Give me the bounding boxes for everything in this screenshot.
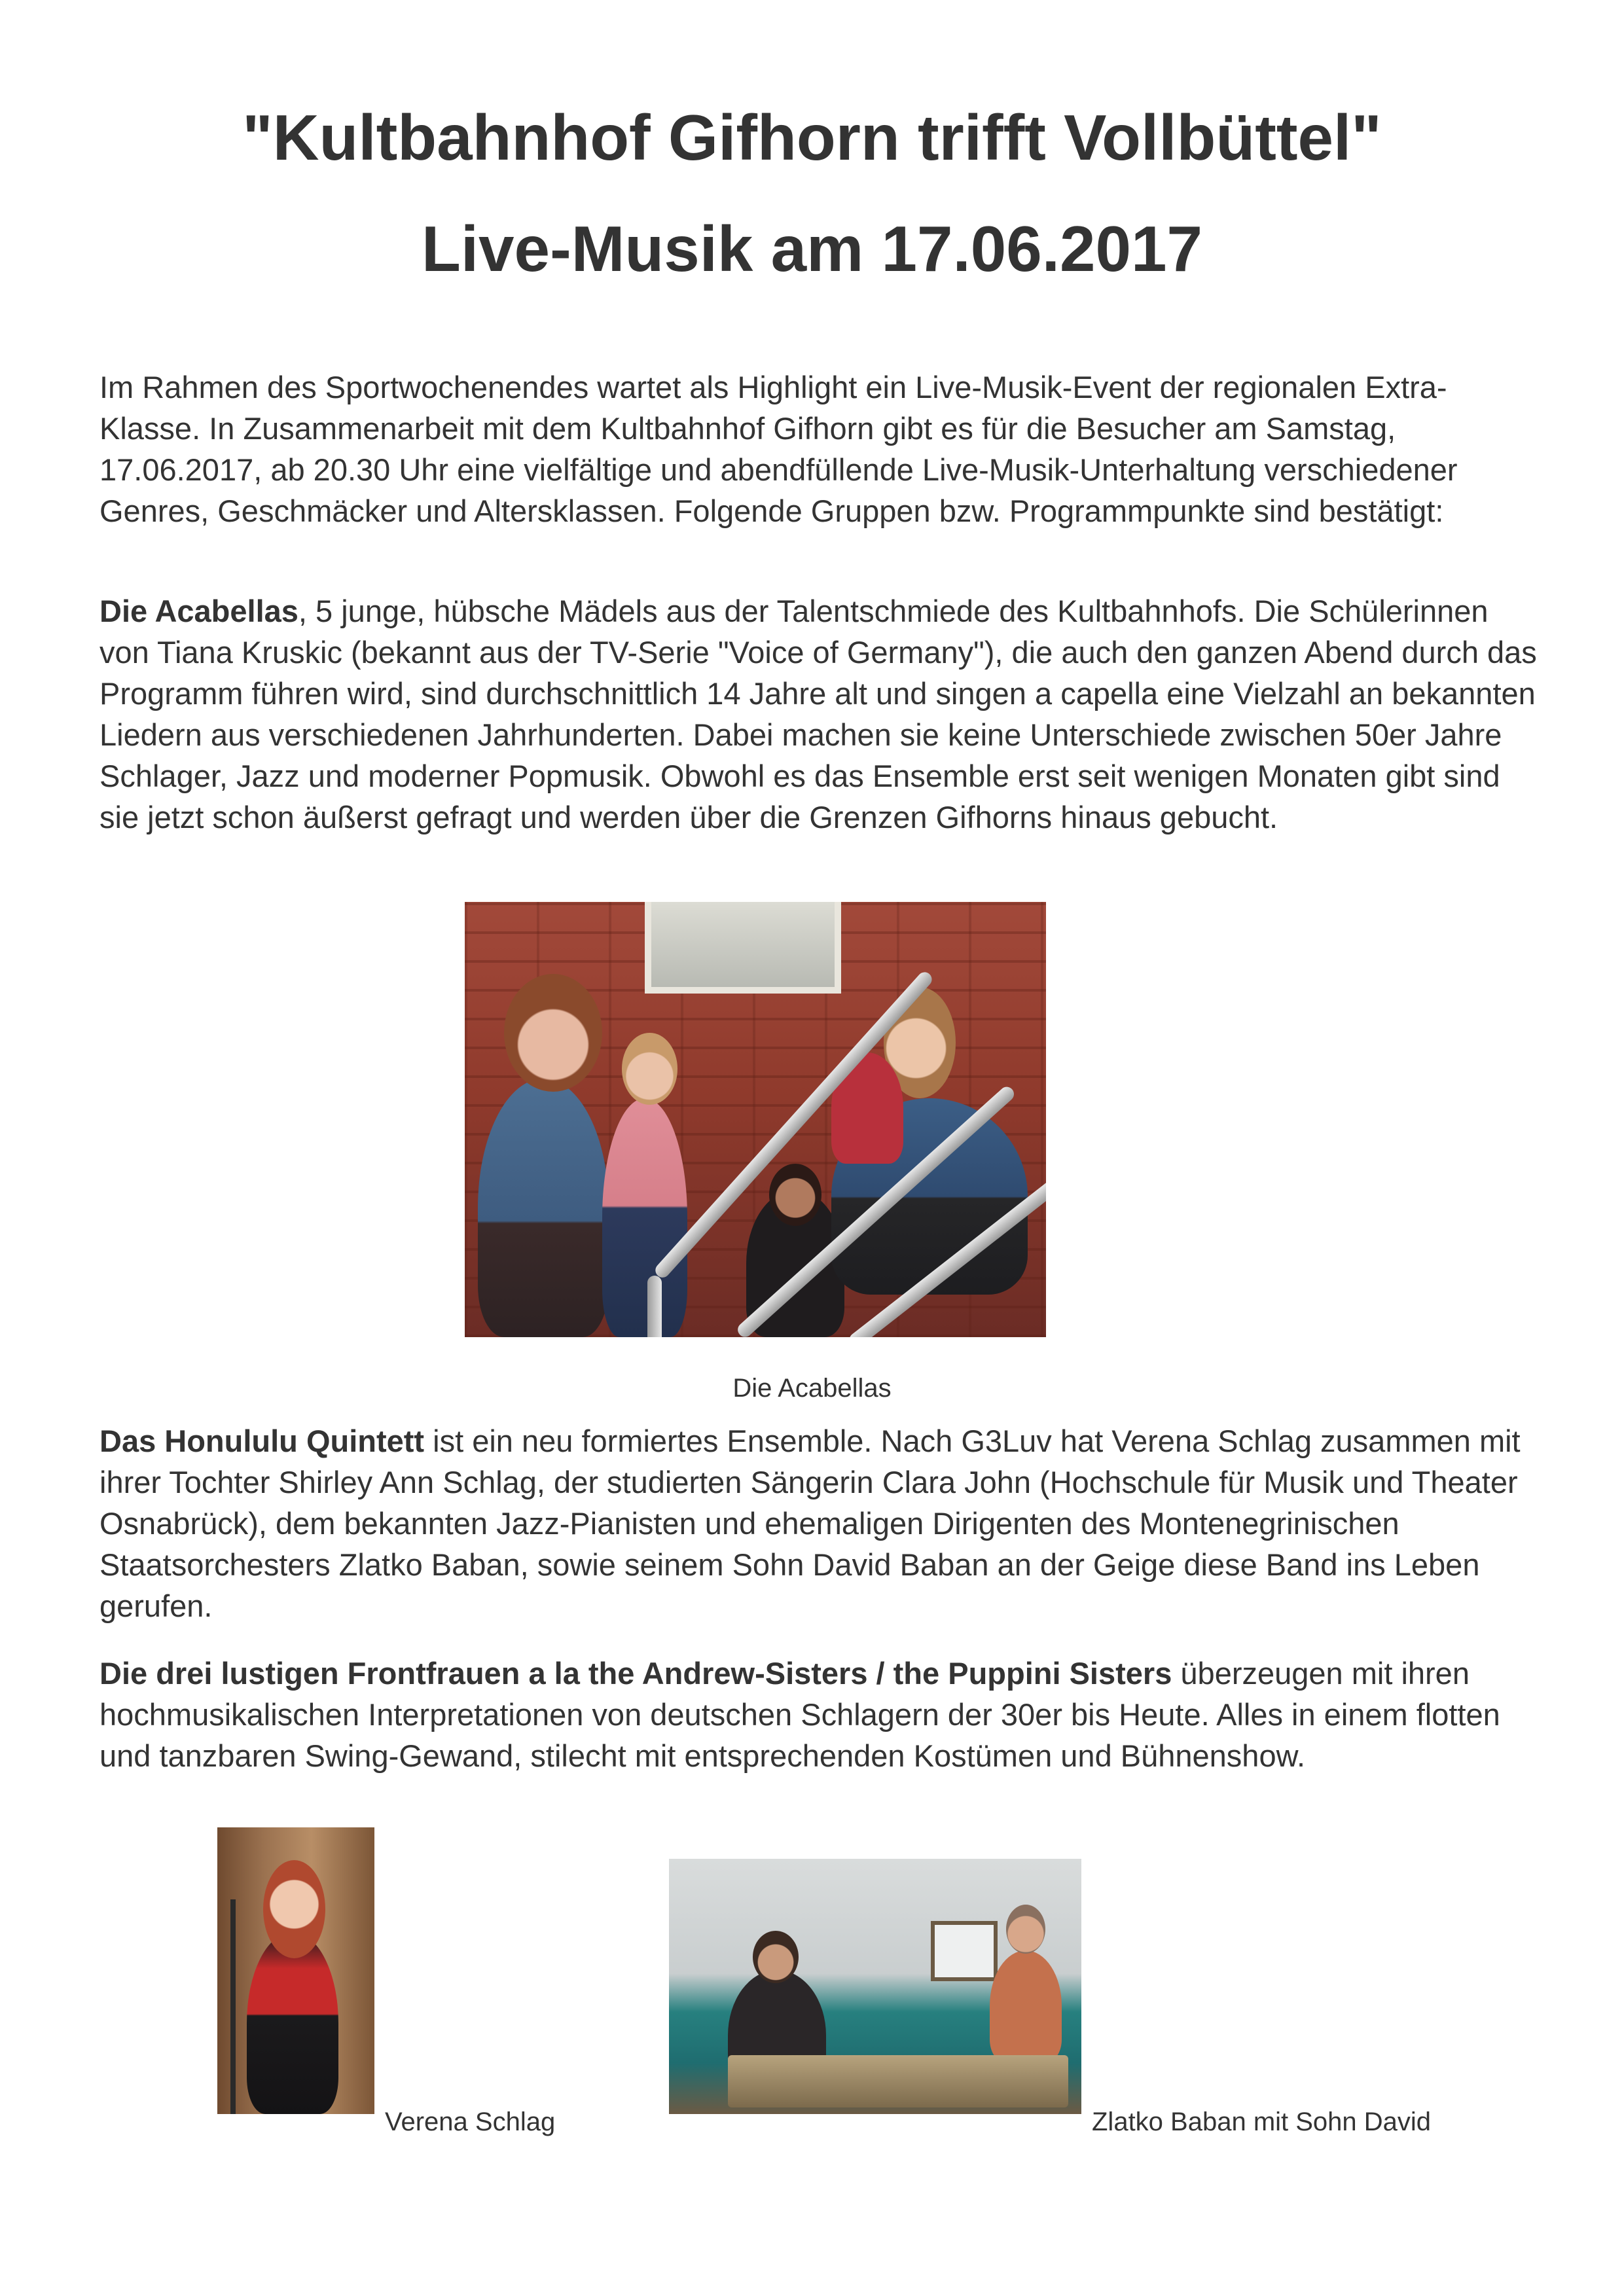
honolulu-name: Das Honululu Quintett: [99, 1424, 425, 1458]
acabellas-name: Die Acabellas: [99, 594, 298, 628]
acabellas-caption: Die Acabellas: [732, 1374, 892, 1403]
page-title: "Kultbahnhof Gifhorn trifft Vollbüttel": [242, 101, 1382, 173]
photo-person-2: [602, 1098, 687, 1337]
zlatko-head: [1006, 1905, 1045, 1954]
david-head: [753, 1931, 799, 1983]
frontfrauen-name: Die drei lustigen Frontfrauen a la the Andrew-Sisters / the Puppini Sisters: [99, 1656, 1172, 1691]
verena-head: [263, 1860, 325, 1958]
acabellas-photo: [465, 902, 1046, 1337]
verena-figure: [247, 1932, 338, 2114]
microphone-stand: [230, 1899, 236, 2114]
acabellas-paragraph: [99, 590, 1540, 838]
photo-head-1: [504, 974, 602, 1092]
photo-window-detail: [645, 902, 841, 994]
honolulu-description: ist ein neu formiertes Ensemble. Nach G3Luv hat Verena Schlag zusammen mit ihrer Tochter Shirley Ann Schlag, der studierten Sängerin Clara John (Hochschule für Musik und Theater Osnabrück), dem bekannten Jazz-Pianisten und ehemaligen Dirigenten des Montenegrinischen Staatsorchesters Zlatko Baban, sowie seinem Sohn David Baban an der Geige diese Band ins Leben gerufen.: [99, 1424, 1521, 1623]
photo-person-1: [478, 1079, 609, 1337]
photo-picture-frame: [931, 1921, 998, 1981]
page-subtitle: Live-Musik am 17.06.2017: [421, 213, 1203, 285]
frontfrauen-description: überzeugen mit ihren hochmusikalischen Interpretationen von deutschen Schlagern der 30er bis Heute. Alles in einem flotten und tanzbaren Swing-Gewand, stilecht mit entsprechenden Kostümen und Bühnenshow.: [99, 1656, 1500, 1773]
zlatko-caption: Zlatko Baban mit Sohn David: [1092, 2108, 1432, 2136]
honolulu-paragraph: [99, 1420, 1540, 1626]
frontfrauen-paragraph: [99, 1653, 1540, 1776]
photo-head-2: [622, 1033, 677, 1105]
acabellas-description: , 5 junge, hübsche Mädels aus der Talentschmiede des Kultbahnhofs. Die Schülerinnen von Tiana Kruskic (bekannt aus der TV-Serie "Voice of Germany"), die auch den ganzen Abend durch das Programm führen wird, sind durchschnittlich 14 Jahre alt und singen a capella eine Vielzahl an bekannten Liedern aus verschiedenen Jahrhunderten. Dabei machen sie keine Unterschiede zwischen 50er Jahre Schlager, Jazz und moderner Popmusik. Obwohl es das Ensemble erst seit wenigen Monaten gibt sind sie jetzt schon äußerst gefragt und werden über die Grenzen Gifhorns hinaus gebucht.: [99, 594, 1537, 834]
photo-table: [728, 2055, 1068, 2108]
intro-paragraph: Im Rahmen des Sportwochenendes wartet als Highlight ein Live-Musik-Event der regionalen Extra-Klasse. In Zusammenarbeit mit dem Kultbahnhof Gifhorn gibt es für die Besucher am Samstag, 17.06.2017, ab 20.30 Uhr eine vielfältige und abendfüllende Live-Musik-Unterhaltung verschiedener Genres, Geschmäcker und Altersklassen. Folgende Gruppen bzw. Programmpunkte sind bestätigt:: [99, 370, 1458, 528]
zlatko-figure: [990, 1950, 1062, 2062]
photo-head-3: [769, 1164, 821, 1226]
zlatko-photo: [669, 1859, 1081, 2114]
verena-caption: Verena Schlag: [385, 2108, 556, 2136]
photo-railing-post: [647, 1276, 662, 1337]
verena-photo: [217, 1827, 374, 2114]
